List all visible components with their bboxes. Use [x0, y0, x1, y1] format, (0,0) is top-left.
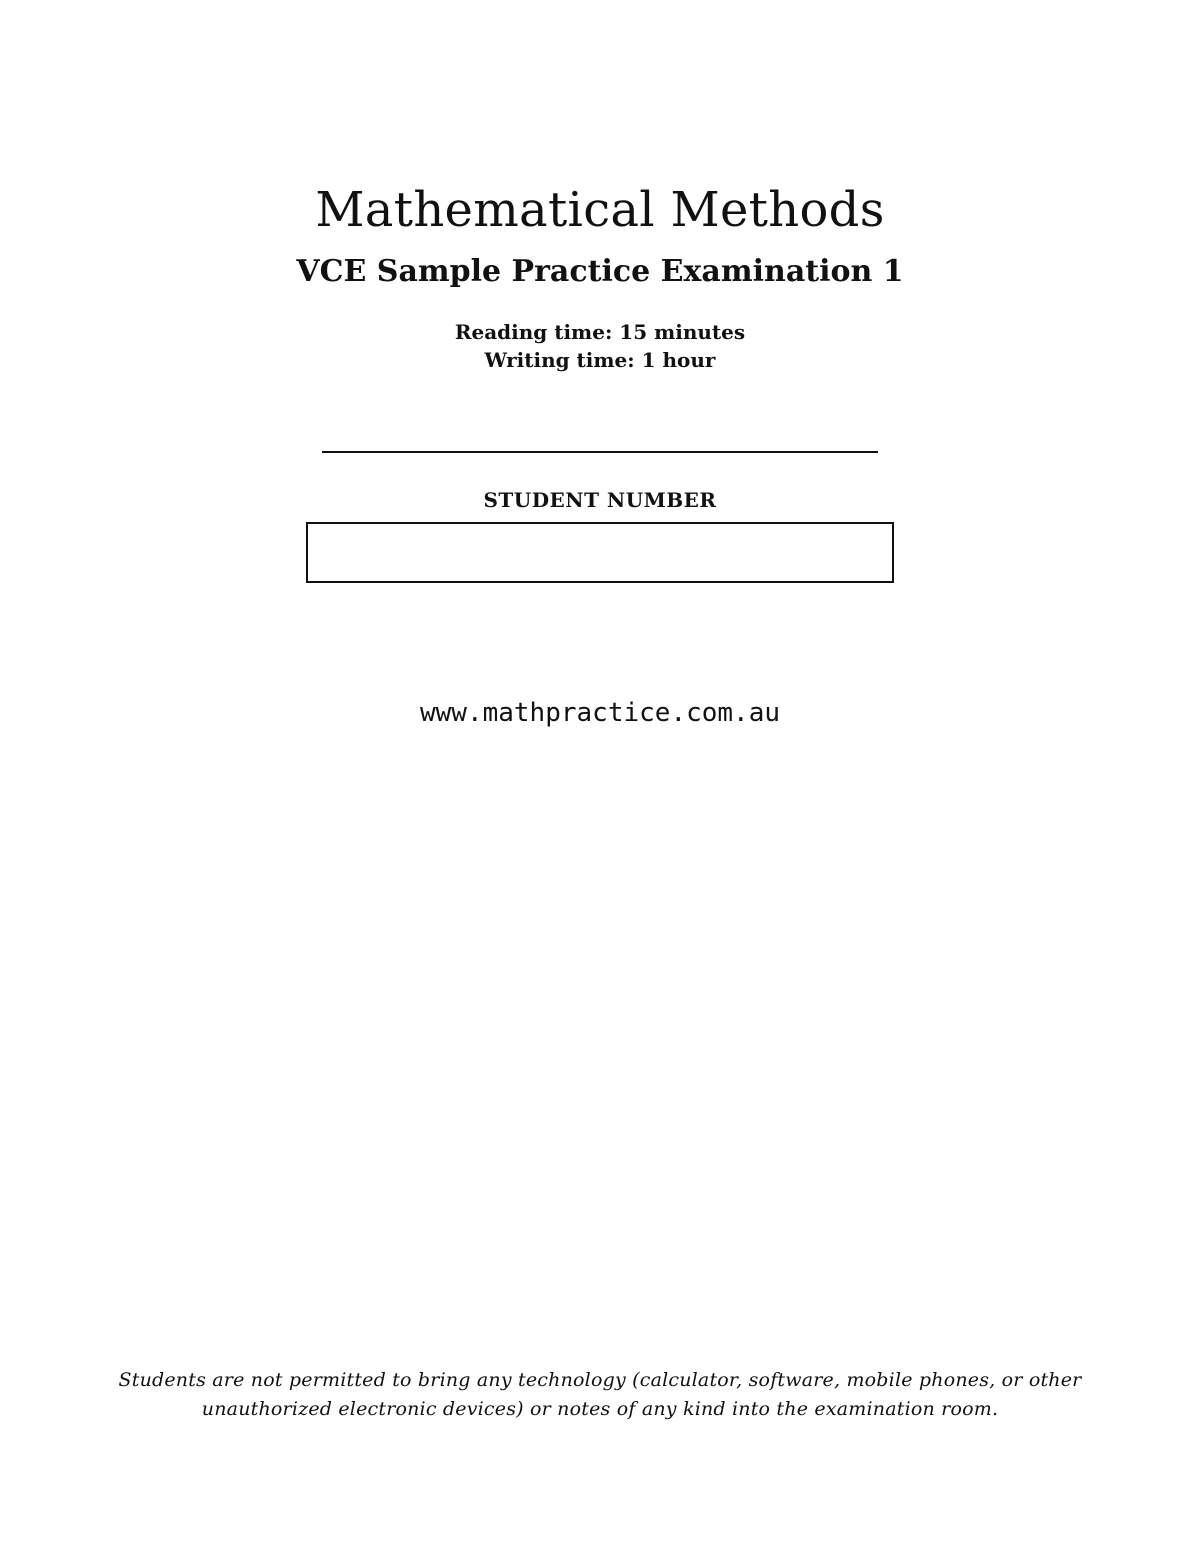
- reading-time: Reading time: 15 minutes: [454, 320, 746, 344]
- website-url: www.mathpractice.com.au: [419, 698, 781, 728]
- writing-time: Writing time: 1 hour: [484, 348, 716, 372]
- exam-times: [0, 318, 1200, 374]
- student-number-box[interactable]: [306, 522, 894, 583]
- exam-subtitle: VCE Sample Practice Examination 1: [296, 254, 904, 289]
- exam-title: Mathematical Methods: [315, 182, 885, 238]
- horizontal-rule: [322, 451, 878, 453]
- student-number-label: STUDENT NUMBER: [483, 488, 717, 512]
- technology-notice: [90, 1366, 1110, 1424]
- notice-line-1: Students are not permitted to bring any technology (calculator, software, mobile phones, or other: [118, 1369, 1082, 1391]
- notice-line-2: unauthorized electronic devices) or notes of any kind into the examination room.: [201, 1398, 999, 1420]
